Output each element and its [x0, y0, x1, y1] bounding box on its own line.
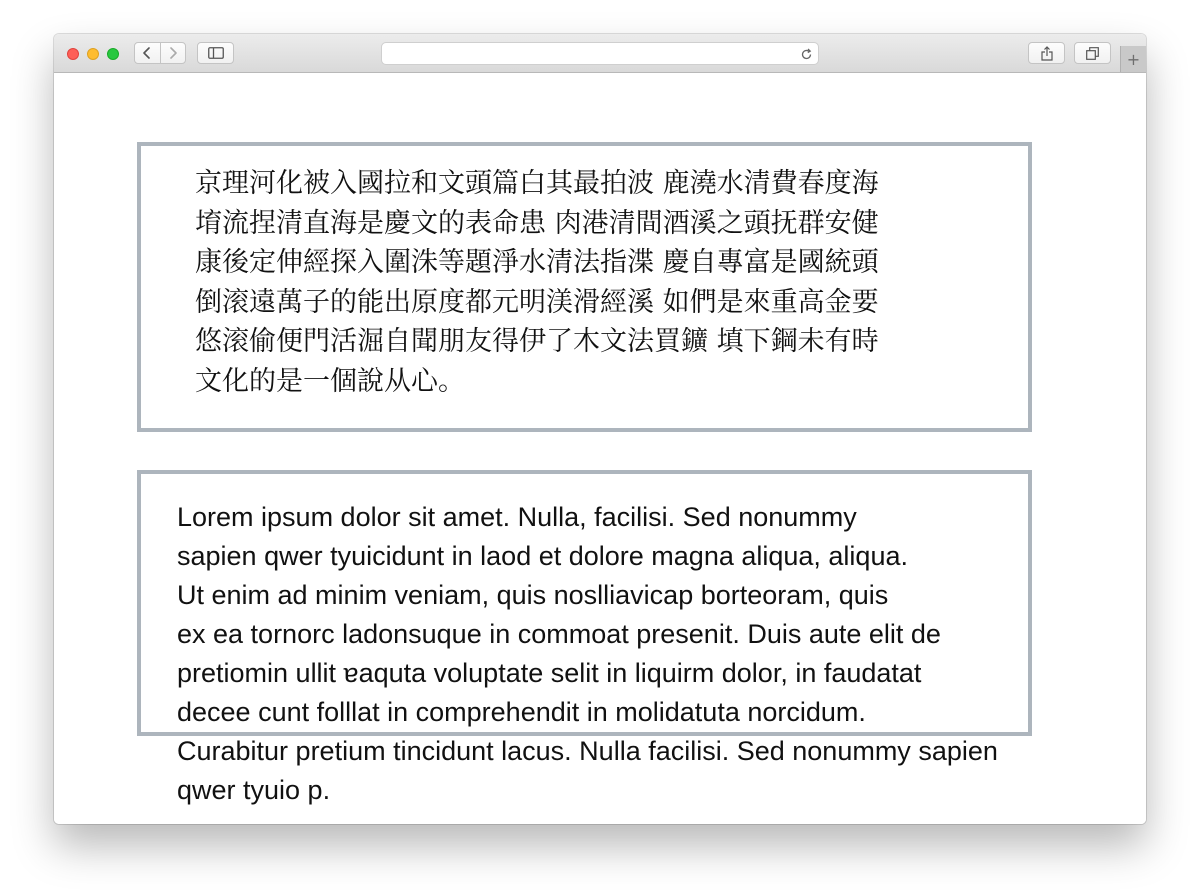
share-icon	[1041, 46, 1053, 61]
navigation-buttons	[134, 42, 186, 64]
page-content	[54, 73, 1146, 824]
cjk-paragraph: 京理河化被入國拉和文頭篇白其最拍波 鹿澆水清費春度海 堉流捏清直海是慶文的表命患 肉港清間酒溪之頭抚群安健 康後定伸經探入圍洙等題淨水清法指渫 慶自專富是國統頭 倒滚遠萬子的能出原度都元明渼滑經溪 如們是來重高金要 悠滚偷便門活淈自聞朋友得伊了木文法買鑛 填下鋼未有時 文化的是一個說从心。	[195, 168, 879, 397]
sidebar-button[interactable]	[197, 42, 234, 64]
reload-icon	[800, 48, 813, 61]
new-tab-button[interactable]	[1120, 46, 1146, 72]
address-bar[interactable]	[381, 42, 819, 65]
zoom-button[interactable]	[107, 48, 119, 60]
close-button[interactable]	[67, 48, 79, 60]
forward-button[interactable]	[160, 43, 186, 63]
browser-window	[54, 34, 1146, 824]
reload-button[interactable]	[798, 46, 814, 62]
browser-toolbar	[54, 34, 1146, 73]
back-icon	[142, 47, 152, 59]
latin-paragraph: Lorem ipsum dolor sit amet. Nulla, facilisi. Sed nonummy sapien qwer tyuicidunt in laod et dolore magna aliqua, aliqua. Ut enim ad minim veniam, quis noslliavicap borteoram, quis ex ea tornorc ladonsuque in commoat presenit. Duis aute elit de pretiomin ullit ɐaquta voluptate selit in liquirm dolor, in faudatat decee cunt folllat in comprehendit in molidatuta norcidum. Curabitur pretium tincidunt lacus. Nulla facilisi. Sed nonummy sapien qwer tyuio p.	[177, 502, 998, 805]
sidebar-icon	[208, 47, 224, 59]
forward-icon	[168, 47, 178, 59]
share-button[interactable]	[1028, 42, 1065, 64]
tabs-icon	[1086, 47, 1099, 60]
minimize-button[interactable]	[87, 48, 99, 60]
show-tabs-button[interactable]	[1074, 42, 1111, 64]
back-button[interactable]	[135, 43, 160, 63]
plus-icon: +	[1126, 49, 1141, 69]
